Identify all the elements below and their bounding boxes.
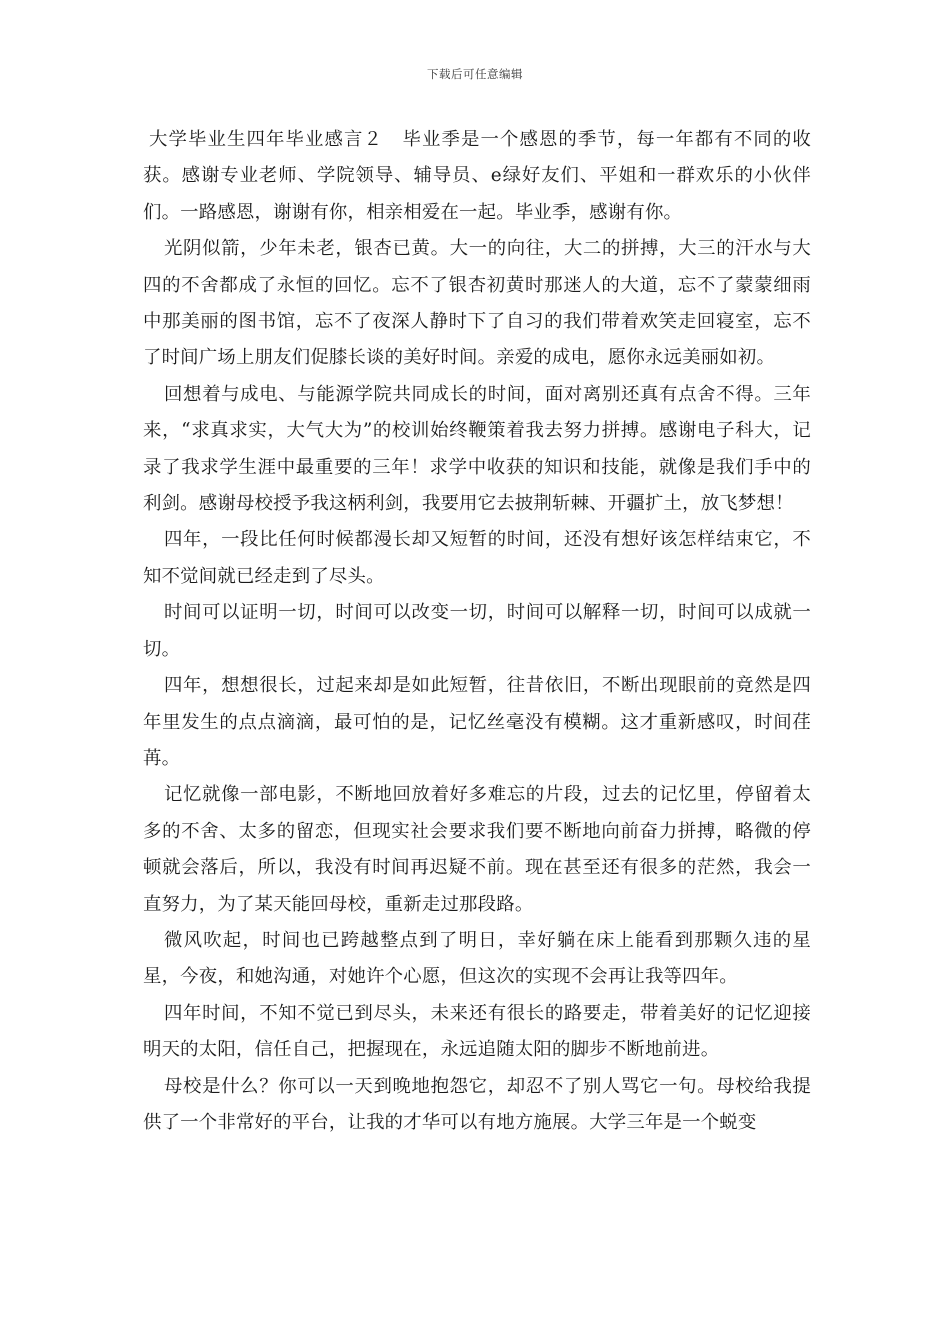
paragraph-7: 记忆就像一部电影，不断地回放着好多难忘的片段，过去的记忆里，停留着太多的不舍、太多的留恋，但现实社会要求我们要不断地向前奋力拼搏，略微的停顿就会落后，所以，我没有时间再迟疑不前。现在甚至还有很多的茫然，我会一直努力，为了某天能回母校，重新走过那段路。 xyxy=(143,784,811,915)
paragraph-5: 时间可以证明一切，时间可以改变一切，时间可以解释一切，时间可以成就一切。 xyxy=(143,602,811,660)
paragraph-3: 回想着与成电、与能源学院共同成长的时间，面对离别还真有点舍不得。三年来，“求真求实，大气大为”的校训始终鞭策着我去努力拼搏。感谢电子科大，记录了我求学生涯中最重要的三年！求学中收获的知识和技能，就像是我们手中的利剑。感谢母校授予我这柄利剑，我要用它去披荆斩棘、开疆扩土，放飞梦想！ xyxy=(143,383,811,515)
paragraph-2: 光阴似箭，少年未老，银杏已黄。大一的向往，大二的拼搏，大三的汗水与大四的不舍都成了永恒的回忆。忘不了银杏初黄时那迷人的大道，忘不了蒙蒙细雨中那美丽的图书馆，忘不了夜深人静时下了自习的我们带着欢笑走回寝室，忘不了时间广场上朋友们促膝长谈的美好时间。亲爱的成电，愿你永远美丽如初。 xyxy=(143,238,811,369)
paragraph-10: 母校是什么？你可以一天到晚地抱怨它，却忍不了别人骂它一句。母校给我提供了一个非常好的平台，让我的才华可以有地方施展。大学三年是一个蜕变 xyxy=(143,1075,811,1133)
paragraph-9: 四年时间，不知不觉已到尽头，未来还有很长的路要走，带着美好的记忆迎接明天的太阳，信任自己，把握现在，永远追随太阳的脚步不断地前进。 xyxy=(143,1002,811,1061)
paragraph-6: 四年，想想很长，过起来却是如此短暂，往昔依旧，不断出现眼前的竟然是四年里发生的点点滴滴，最可怕的是，记忆丝毫没有模糊。这才重新感叹，时间荏苒。 xyxy=(143,675,811,769)
paragraph-1: 大学毕业生四年毕业感言２ 毕业季是一个感恩的季节，每一年都有不同的收获。感谢专业老师、学院领导、辅导员、e绿好友们、平姐和一群欢乐的小伙伴们。一路感恩，谢谢有你，相亲相爱在一起。毕业季，感谢有你。 xyxy=(143,129,811,223)
paragraph-4: 四年，一段比任何时候都漫长却又短暂的时间，还没有想好该怎样结束它，不知不觉间就已经走到了尽头。 xyxy=(143,529,811,587)
header-note: 下载后可任意编辑 xyxy=(427,67,523,81)
paragraph-8: 微风吹起，时间也已跨越整点到了明日，幸好躺在床上能看到那颗久违的星星，今夜，和她沟通，对她许个心愿，但这次的实现不会再让我等四年。 xyxy=(143,929,811,988)
document-body xyxy=(143,122,811,1141)
